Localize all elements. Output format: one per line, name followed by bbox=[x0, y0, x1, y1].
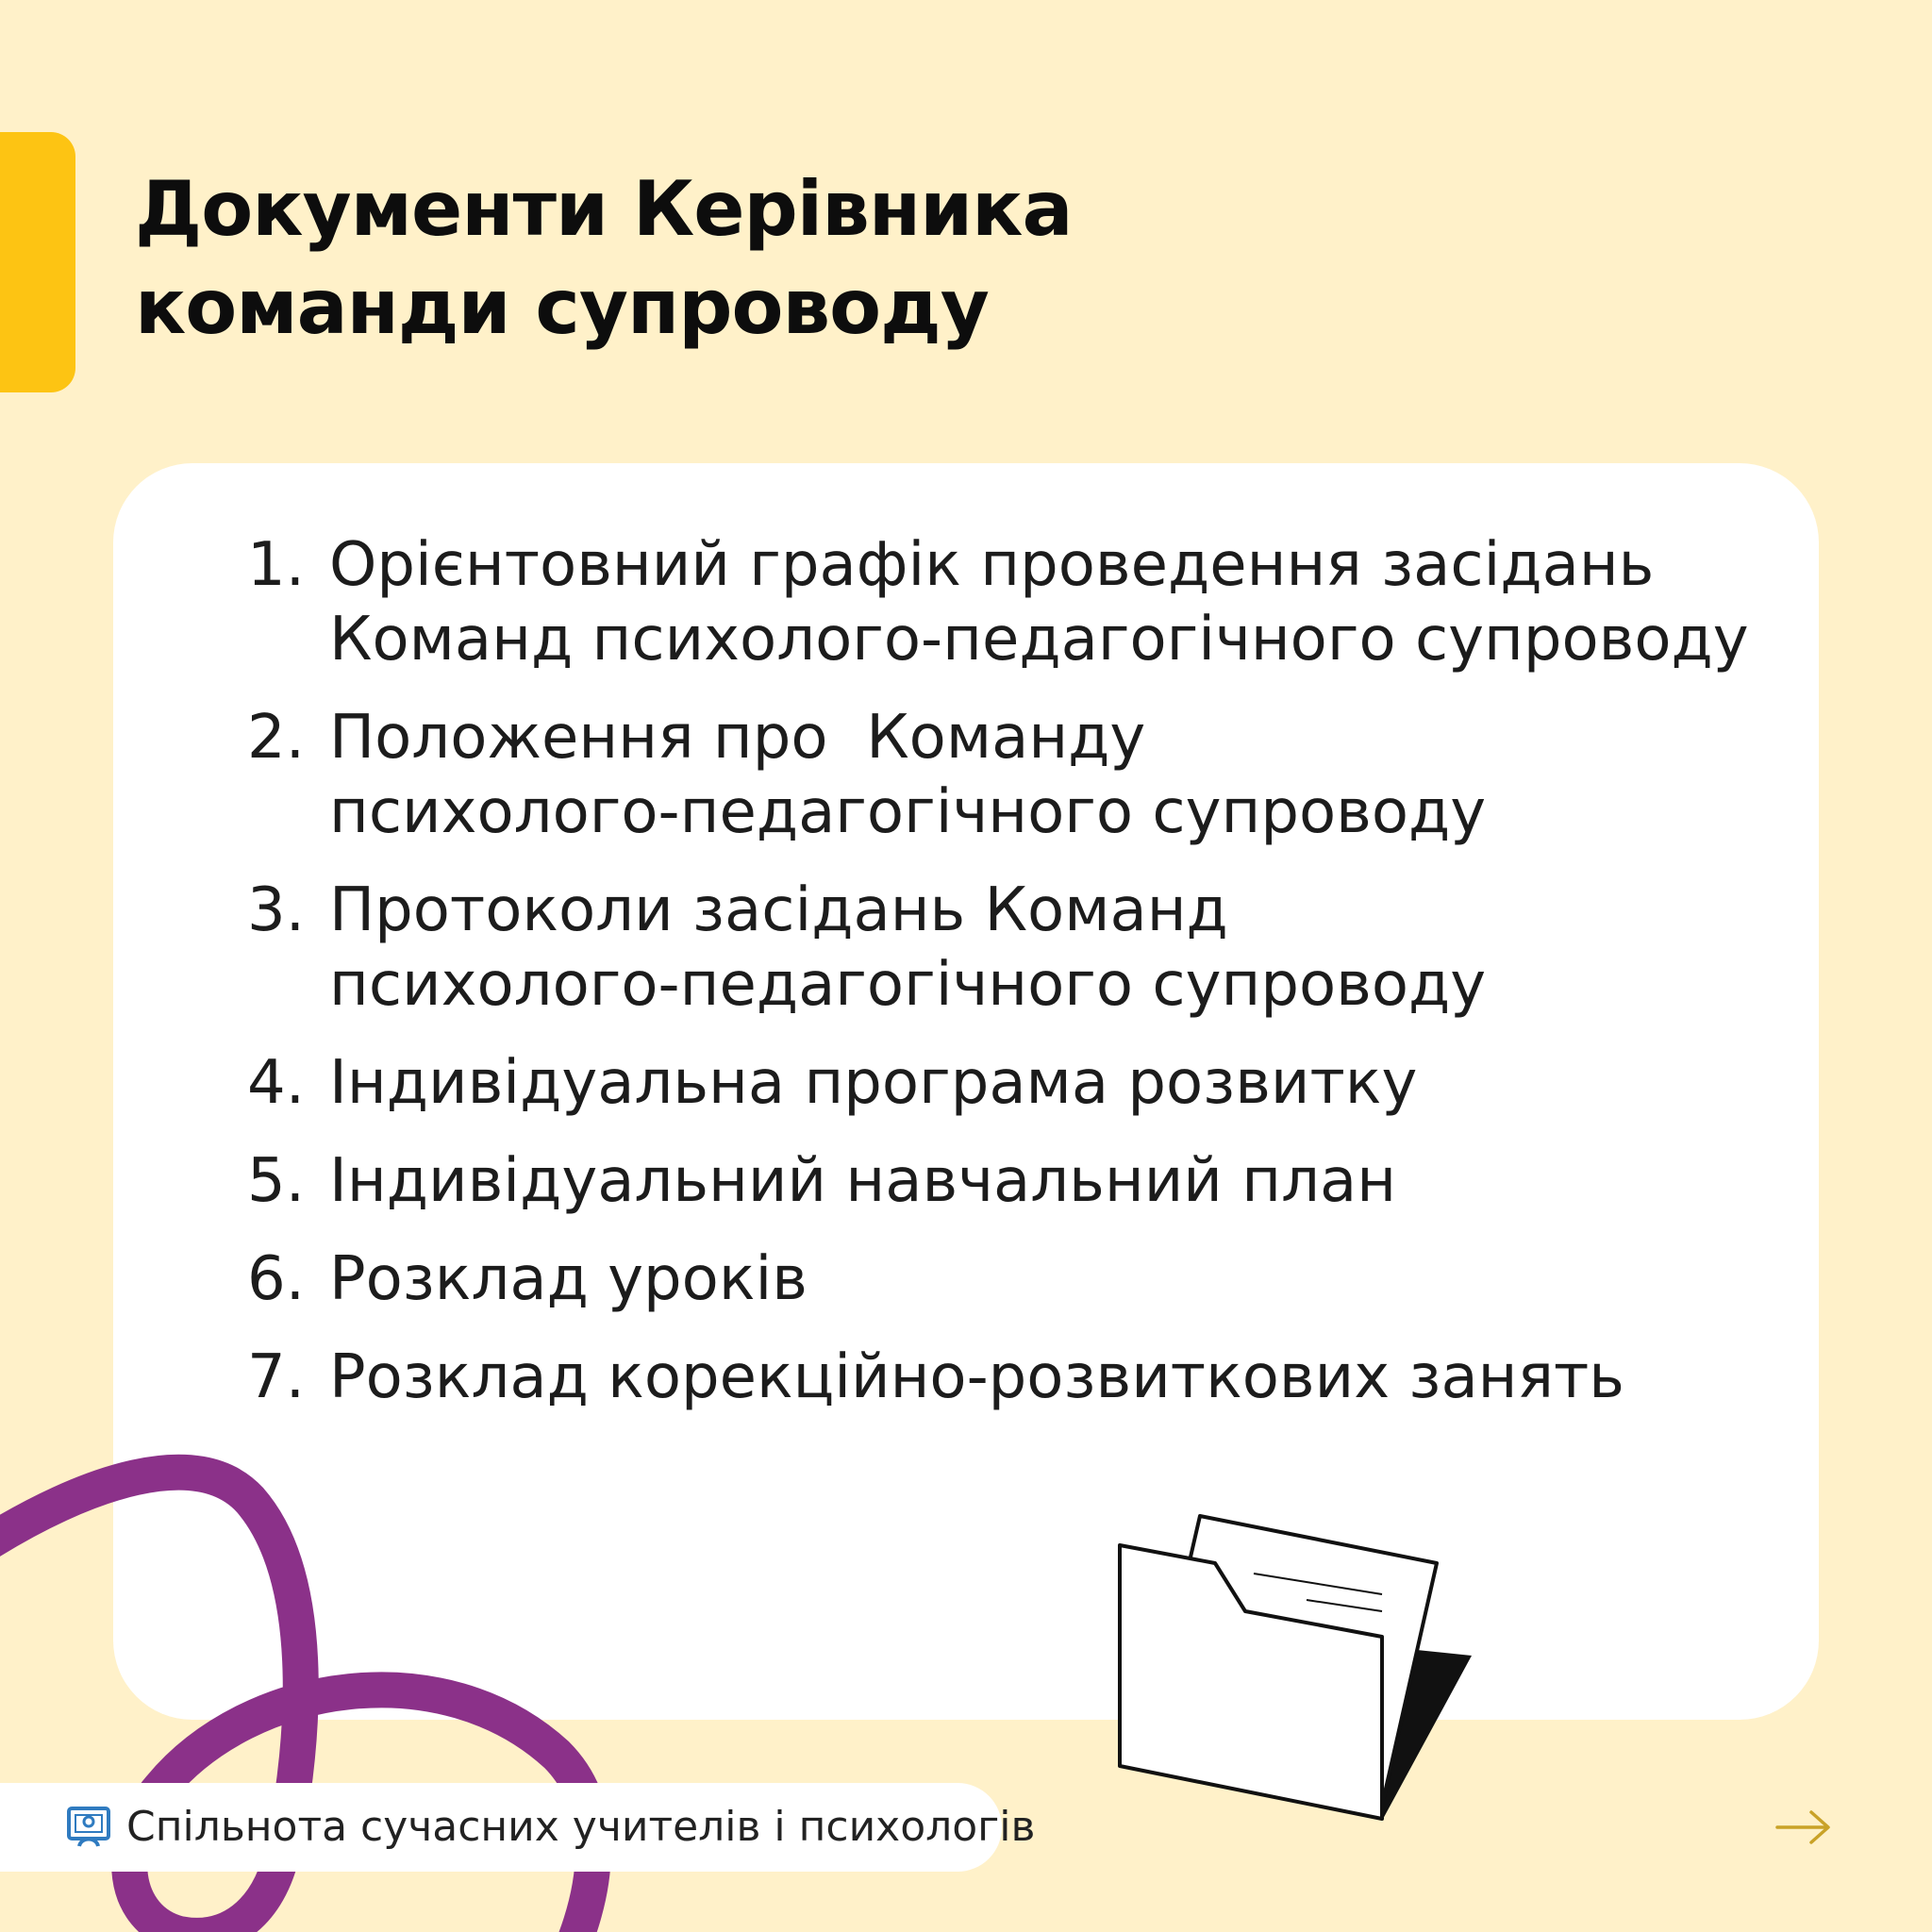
footer-community-label: Спільнота сучасних учителів і психологів bbox=[126, 1803, 1036, 1851]
list-item-line: Розклад уроків bbox=[329, 1244, 808, 1314]
list-item-line: психолого-педагогічного супроводу bbox=[329, 950, 1487, 1020]
list-item bbox=[247, 1046, 1757, 1121]
list-item-number: 1. bbox=[247, 530, 306, 600]
list-item bbox=[247, 1242, 1757, 1317]
community-board-icon bbox=[66, 1805, 111, 1850]
list-item-text bbox=[329, 1242, 1757, 1317]
accent-bar bbox=[0, 132, 75, 392]
list-item-number: 3. bbox=[247, 875, 306, 945]
list-item-text bbox=[329, 1144, 1757, 1219]
list-item-line: Індивідуальна програма розвитку bbox=[329, 1048, 1418, 1118]
folder-with-document-icon bbox=[1108, 1509, 1486, 1830]
list-item-text bbox=[329, 528, 1757, 677]
list-item-line: Орієнтовний графік проведення засідань bbox=[329, 530, 1655, 600]
list-item-text bbox=[329, 1341, 1757, 1415]
page-title-line-2: команди супроводу bbox=[135, 263, 989, 351]
list-item-number: 7. bbox=[247, 1342, 306, 1412]
list-item-number: 6. bbox=[247, 1244, 306, 1314]
list-item bbox=[247, 1144, 1757, 1219]
list-item bbox=[247, 701, 1757, 850]
list-item-number: 2. bbox=[247, 703, 306, 773]
list-item-line: психолого-педагогічного супроводу bbox=[329, 777, 1487, 847]
document-list bbox=[247, 528, 1757, 1439]
page-title-line-1: Документи Керівника bbox=[135, 165, 1073, 253]
list-item-line: Протоколи засідань Команд bbox=[329, 875, 1228, 945]
list-item-line: Команд психолого-педагогічного супроводу bbox=[329, 605, 1749, 675]
arrow-right-icon[interactable] bbox=[1775, 1807, 1832, 1848]
list-item-line: Розклад корекційно-розвиткових занять bbox=[329, 1342, 1624, 1412]
list-item-number: 4. bbox=[247, 1048, 306, 1118]
list-item-text bbox=[329, 874, 1757, 1023]
list-item bbox=[247, 528, 1757, 677]
footer-community-badge[interactable] bbox=[0, 1783, 1036, 1872]
list-item-text bbox=[329, 1046, 1757, 1121]
list-item-line: Положення про Команду bbox=[329, 703, 1146, 773]
list-item bbox=[247, 1341, 1757, 1415]
list-item-text bbox=[329, 701, 1757, 850]
page-title bbox=[135, 160, 1550, 357]
list-item bbox=[247, 874, 1757, 1023]
list-item-number: 5. bbox=[247, 1146, 306, 1216]
list-item-line: Індивідуальний навчальний план bbox=[329, 1146, 1397, 1216]
